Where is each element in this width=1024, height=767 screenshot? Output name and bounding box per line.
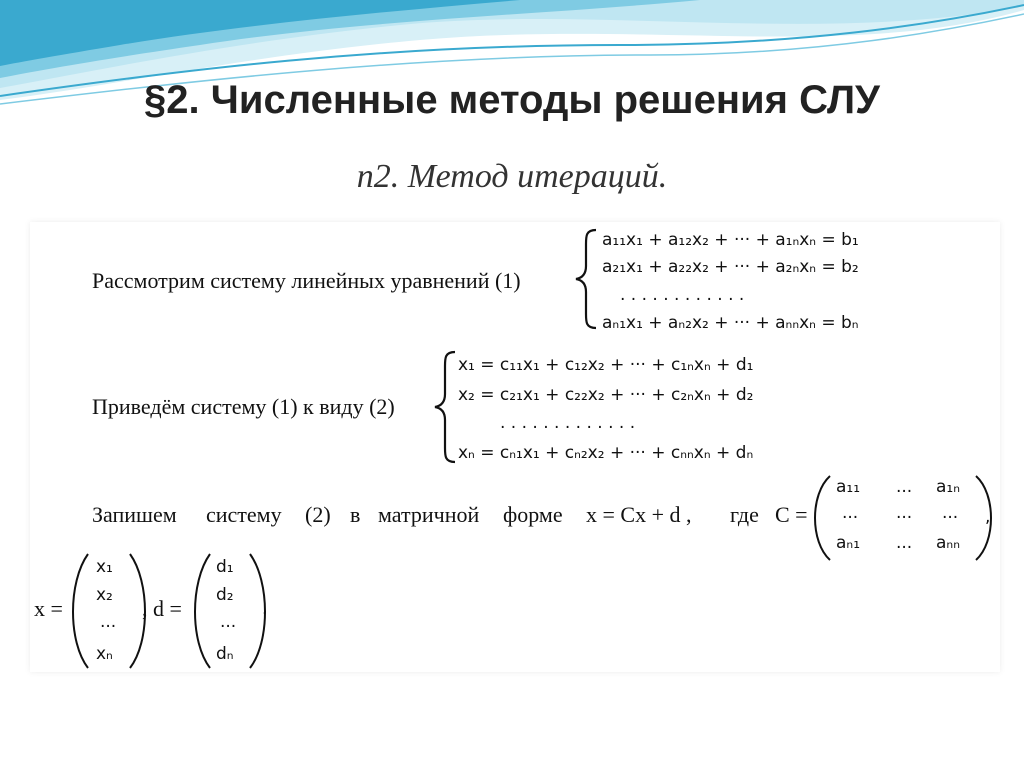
matrix-c-cell: ... xyxy=(896,477,913,497)
vector-x-right-paren xyxy=(130,554,145,668)
vector-d-label: , d = xyxy=(142,596,182,621)
system-2-eq-1: x₁ = c₁₁x₁ + c₁₂x₂ + ··· + c₁ₙxₙ + d₁ xyxy=(458,355,754,375)
vector-d-cell: ... xyxy=(220,612,237,632)
matrix-c-cell: ... xyxy=(896,533,913,553)
vector-x-cell: ... xyxy=(100,612,117,632)
line-consider-system: Рассмотрим систему линейных уравнений (1) xyxy=(92,268,521,293)
period: . xyxy=(262,599,268,619)
left-brace-system-1 xyxy=(576,230,596,328)
vector-x-cell: x₁ xyxy=(96,557,113,577)
vector-x-label: x = xyxy=(34,596,63,621)
system-1-dots: . . . . . . . . . . . . xyxy=(620,285,745,305)
matrix-c-left-paren xyxy=(815,476,830,560)
line-matrix-form-5: матричной xyxy=(378,502,480,527)
vector-x-cell: xₙ xyxy=(96,644,113,664)
left-brace-system-2 xyxy=(435,352,455,462)
line-matrix-form-7: где xyxy=(730,502,759,527)
matrix-c-cell: aₙ₁ xyxy=(836,533,861,553)
vector-x-cell: x₂ xyxy=(96,585,113,605)
matrix-c-cell: a₁₁ xyxy=(836,477,861,497)
vector-d-cell: d₁ xyxy=(216,557,234,577)
line-reduce-system: Приведём систему (1) к виду (2) xyxy=(92,394,395,419)
line-matrix-form-4: в xyxy=(350,502,361,527)
vector-x-left-paren xyxy=(73,554,88,668)
comma: , xyxy=(985,507,991,527)
matrix-c-cell: ... xyxy=(896,503,913,523)
system-2-eq-n: xₙ = cₙ₁x₁ + cₙ₂x₂ + ··· + cₙₙxₙ + dₙ xyxy=(458,443,754,463)
system-2-dots: . . . . . . . . . . . . . xyxy=(500,413,636,433)
vector-d-cell: d₂ xyxy=(216,585,234,605)
system-2-eq-2: x₂ = c₂₁x₁ + c₂₂x₂ + ··· + c₂ₙxₙ + d₂ xyxy=(458,385,754,405)
matrix-c-cell: ... xyxy=(842,503,859,523)
matrix-c-cell: ... xyxy=(942,503,959,523)
vector-d-cell: dₙ xyxy=(216,644,234,664)
line-matrix-form-6: форме xyxy=(503,502,563,527)
matrix-c-cell: aₙₙ xyxy=(936,533,960,553)
matrix-c-label: C = xyxy=(775,502,808,527)
line-matrix-form-3: (2) xyxy=(305,502,331,527)
page-subtitle: п2. Метод итераций. xyxy=(356,158,668,195)
formulas xyxy=(30,222,1000,672)
content-image xyxy=(30,222,1000,672)
matrix-c-cell: a₁ₙ xyxy=(936,477,961,497)
line-matrix-form-2: систему xyxy=(206,502,282,527)
matrix-equation: x = Cx + d , xyxy=(586,502,692,527)
system-1-eq-2: a₂₁x₁ + a₂₂x₂ + ··· + a₂ₙxₙ = b₂ xyxy=(602,257,859,277)
system-1-eq-n: aₙ₁x₁ + aₙ₂x₂ + ··· + aₙₙxₙ = bₙ xyxy=(602,313,859,333)
page-title: §2. Численные методы решения СЛУ xyxy=(144,78,880,122)
line-matrix-form-1: Запишем xyxy=(92,502,177,527)
vector-d-left-paren xyxy=(195,554,210,668)
system-1-eq-1: a₁₁x₁ + a₁₂x₂ + ··· + a₁ₙxₙ = b₁ xyxy=(602,230,859,250)
